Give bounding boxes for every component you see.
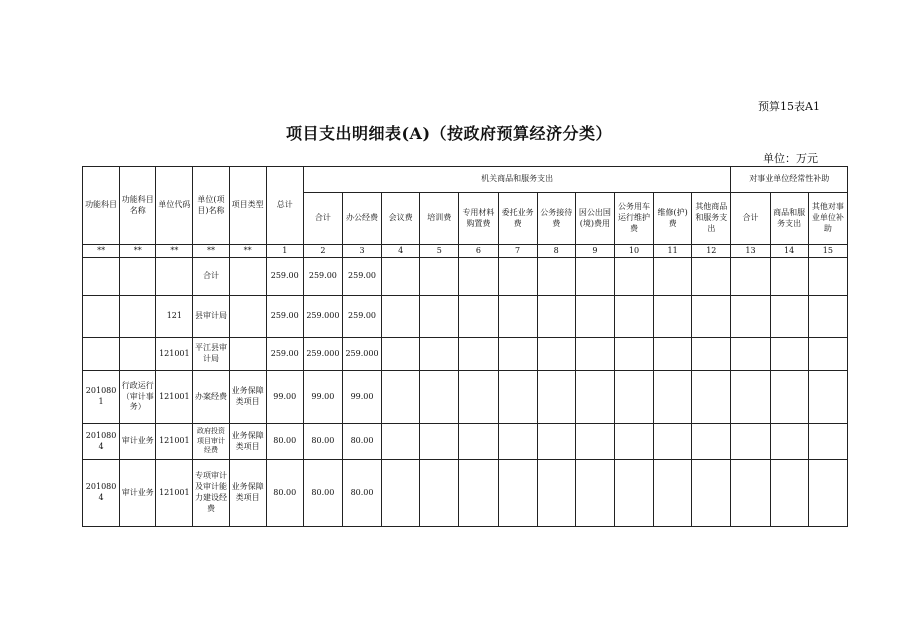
empty-cell <box>575 338 614 371</box>
empty-cell <box>614 338 653 371</box>
table-row <box>83 338 848 371</box>
empty-cell <box>654 371 692 424</box>
empty-cell <box>654 296 692 338</box>
empty-cell <box>459 424 498 460</box>
index-cell: 7 <box>498 245 537 258</box>
cell-org-code: 121001 <box>156 460 193 527</box>
cell-total: 80.00 <box>266 460 303 527</box>
empty-cell <box>537 371 575 424</box>
empty-cell <box>692 371 731 424</box>
empty-cell <box>382 258 420 296</box>
empty-cell <box>614 371 653 424</box>
header-func-code: 功能科目 <box>83 167 120 245</box>
header-material: 专用材料购置费 <box>459 193 498 245</box>
empty-cell <box>692 460 731 527</box>
header-goods-group: 机关商品和服务支出 <box>303 167 731 193</box>
empty-cell <box>459 371 498 424</box>
empty-cell <box>498 460 537 527</box>
cell-proj-type: 业务保障类项目 <box>229 460 266 527</box>
cell-org-code <box>156 258 193 296</box>
empty-cell <box>731 424 770 460</box>
cell-office: 259.00 <box>342 296 381 338</box>
empty-cell <box>731 258 770 296</box>
empty-cell <box>808 424 847 460</box>
empty-cell <box>770 338 808 371</box>
index-cell: 6 <box>459 245 498 258</box>
empty-cell <box>770 371 808 424</box>
header-project-type: 项目类型 <box>229 167 266 245</box>
cell-heji: 80.00 <box>303 460 342 527</box>
cell-org-name: 专项审计及审计能力建设经费 <box>193 460 229 527</box>
empty-cell <box>498 424 537 460</box>
empty-cell <box>614 258 653 296</box>
table-row <box>83 371 848 424</box>
empty-cell <box>770 296 808 338</box>
cell-func-name <box>120 338 156 371</box>
cell-func-code <box>83 296 120 338</box>
empty-cell <box>808 460 847 527</box>
page-title: 项目支出明细表(A)（按政府预算经济分类） <box>285 124 613 143</box>
cell-org-name: 县审计局 <box>193 296 229 338</box>
cell-func-code: 2010804 <box>83 424 120 460</box>
cell-heji: 99.00 <box>303 371 342 424</box>
empty-cell <box>537 424 575 460</box>
header-total: 总计 <box>266 167 303 245</box>
empty-cell <box>420 258 459 296</box>
unit-label: 单位：万元 <box>763 152 818 165</box>
empty-cell <box>537 258 575 296</box>
header-reception: 公务接待费 <box>537 193 575 245</box>
empty-cell <box>654 338 692 371</box>
cell-heji: 80.00 <box>303 424 342 460</box>
table-header-row <box>83 167 848 193</box>
empty-cell <box>770 460 808 527</box>
empty-cell <box>498 338 537 371</box>
empty-cell <box>459 338 498 371</box>
cell-func-code: 2010801 <box>83 371 120 424</box>
empty-cell <box>808 338 847 371</box>
empty-cell <box>420 338 459 371</box>
empty-cell <box>420 371 459 424</box>
empty-cell <box>382 296 420 338</box>
index-cell: ** <box>193 245 229 258</box>
table-reference-number: 预算15表A1 <box>758 100 820 113</box>
cell-func-name <box>120 258 156 296</box>
cell-office: 99.00 <box>342 371 381 424</box>
cell-org-code: 121 <box>156 296 193 338</box>
empty-cell <box>731 460 770 527</box>
empty-cell <box>614 424 653 460</box>
header-subsidy-group: 对事业单位经常性补助 <box>731 167 848 193</box>
header-meeting: 会议费 <box>382 193 420 245</box>
empty-cell <box>537 338 575 371</box>
empty-cell <box>575 258 614 296</box>
empty-cell <box>692 258 731 296</box>
cell-org-code: 121001 <box>156 338 193 371</box>
header-vehicle: 公务用车运行维护费 <box>614 193 653 245</box>
cell-func-name <box>120 296 156 338</box>
empty-cell <box>770 424 808 460</box>
cell-office: 259.000 <box>342 338 381 371</box>
index-cell: 13 <box>731 245 770 258</box>
header-abroad: 因公出国(境)费用 <box>575 193 614 245</box>
empty-cell <box>575 371 614 424</box>
cell-total: 259.00 <box>266 296 303 338</box>
index-cell: ** <box>83 245 120 258</box>
empty-cell <box>692 338 731 371</box>
cell-org-name: 平江县审计局 <box>193 338 229 371</box>
empty-cell <box>459 296 498 338</box>
cell-org-name: 办案经费 <box>193 371 229 424</box>
header-entrust: 委托业务费 <box>498 193 537 245</box>
empty-cell <box>498 296 537 338</box>
index-cell: ** <box>229 245 266 258</box>
cell-org-code: 121001 <box>156 371 193 424</box>
cell-office: 80.00 <box>342 460 381 527</box>
empty-cell <box>731 338 770 371</box>
index-cell: 15 <box>808 245 847 258</box>
empty-cell <box>537 460 575 527</box>
empty-cell <box>808 296 847 338</box>
cell-func-name: 审计业务 <box>120 460 156 527</box>
cell-total: 80.00 <box>266 424 303 460</box>
header-org-code: 单位代码 <box>156 167 193 245</box>
empty-cell <box>382 460 420 527</box>
cell-func-name: 行政运行（审计事务） <box>120 371 156 424</box>
empty-cell <box>498 371 537 424</box>
table-row <box>83 460 848 527</box>
header-subsidy-goods: 商品和服务支出 <box>770 193 808 245</box>
empty-cell <box>382 424 420 460</box>
empty-cell <box>654 258 692 296</box>
empty-cell <box>654 424 692 460</box>
cell-office: 80.00 <box>342 424 381 460</box>
cell-func-code <box>83 338 120 371</box>
header-func-name: 功能科目名称 <box>120 167 156 245</box>
index-cell: 9 <box>575 245 614 258</box>
index-cell: 14 <box>770 245 808 258</box>
cell-func-name: 审计业务 <box>120 424 156 460</box>
empty-cell <box>575 460 614 527</box>
empty-cell <box>692 296 731 338</box>
empty-cell <box>382 338 420 371</box>
index-cell: ** <box>120 245 156 258</box>
header-office: 办公经费 <box>342 193 381 245</box>
index-cell: 5 <box>420 245 459 258</box>
empty-cell <box>575 296 614 338</box>
empty-cell <box>498 258 537 296</box>
cell-office: 259.00 <box>342 258 381 296</box>
table-row <box>83 424 848 460</box>
empty-cell <box>808 258 847 296</box>
empty-cell <box>382 371 420 424</box>
table-row <box>83 296 848 338</box>
empty-cell <box>459 258 498 296</box>
cell-total: 99.00 <box>266 371 303 424</box>
empty-cell <box>537 296 575 338</box>
index-cell: 11 <box>654 245 692 258</box>
cell-org-name: 政府投资项目审计经费 <box>193 424 229 460</box>
cell-func-code <box>83 258 120 296</box>
index-cell: 1 <box>266 245 303 258</box>
index-cell: ** <box>156 245 193 258</box>
cell-org-name: 合计 <box>193 258 229 296</box>
index-cell: 10 <box>614 245 653 258</box>
empty-cell <box>731 371 770 424</box>
index-cell: 2 <box>303 245 342 258</box>
cell-proj-type: 业务保障类项目 <box>229 371 266 424</box>
cell-func-code: 2010804 <box>83 460 120 527</box>
cell-heji: 259.00 <box>303 258 342 296</box>
expenditure-table <box>82 166 848 527</box>
empty-cell <box>459 460 498 527</box>
empty-cell <box>420 424 459 460</box>
header-subsidy-other: 其他对事业单位补助 <box>808 193 847 245</box>
index-cell: 3 <box>342 245 381 258</box>
cell-proj-type <box>229 258 266 296</box>
empty-cell <box>770 258 808 296</box>
empty-cell <box>614 296 653 338</box>
empty-cell <box>614 460 653 527</box>
header-org-name: 单位(项目)名称 <box>193 167 229 245</box>
empty-cell <box>420 296 459 338</box>
header-other: 其他商品和服务支出 <box>692 193 731 245</box>
cell-proj-type <box>229 296 266 338</box>
header-repair: 维修(护)费 <box>654 193 692 245</box>
cell-heji: 259.000 <box>303 296 342 338</box>
index-cell: 12 <box>692 245 731 258</box>
index-cell: 8 <box>537 245 575 258</box>
header-subsidy-heji: 合计 <box>731 193 770 245</box>
header-training: 培训费 <box>420 193 459 245</box>
cell-org-code: 121001 <box>156 424 193 460</box>
cell-heji: 259.000 <box>303 338 342 371</box>
empty-cell <box>654 460 692 527</box>
index-row <box>83 245 848 258</box>
empty-cell <box>731 296 770 338</box>
empty-cell <box>808 371 847 424</box>
cell-total: 259.00 <box>266 338 303 371</box>
empty-cell <box>420 460 459 527</box>
empty-cell <box>575 424 614 460</box>
cell-proj-type <box>229 338 266 371</box>
cell-total: 259.00 <box>266 258 303 296</box>
table-row <box>83 258 848 296</box>
cell-proj-type: 业务保障类项目 <box>229 424 266 460</box>
index-cell: 4 <box>382 245 420 258</box>
header-heji: 合计 <box>303 193 342 245</box>
empty-cell <box>692 424 731 460</box>
